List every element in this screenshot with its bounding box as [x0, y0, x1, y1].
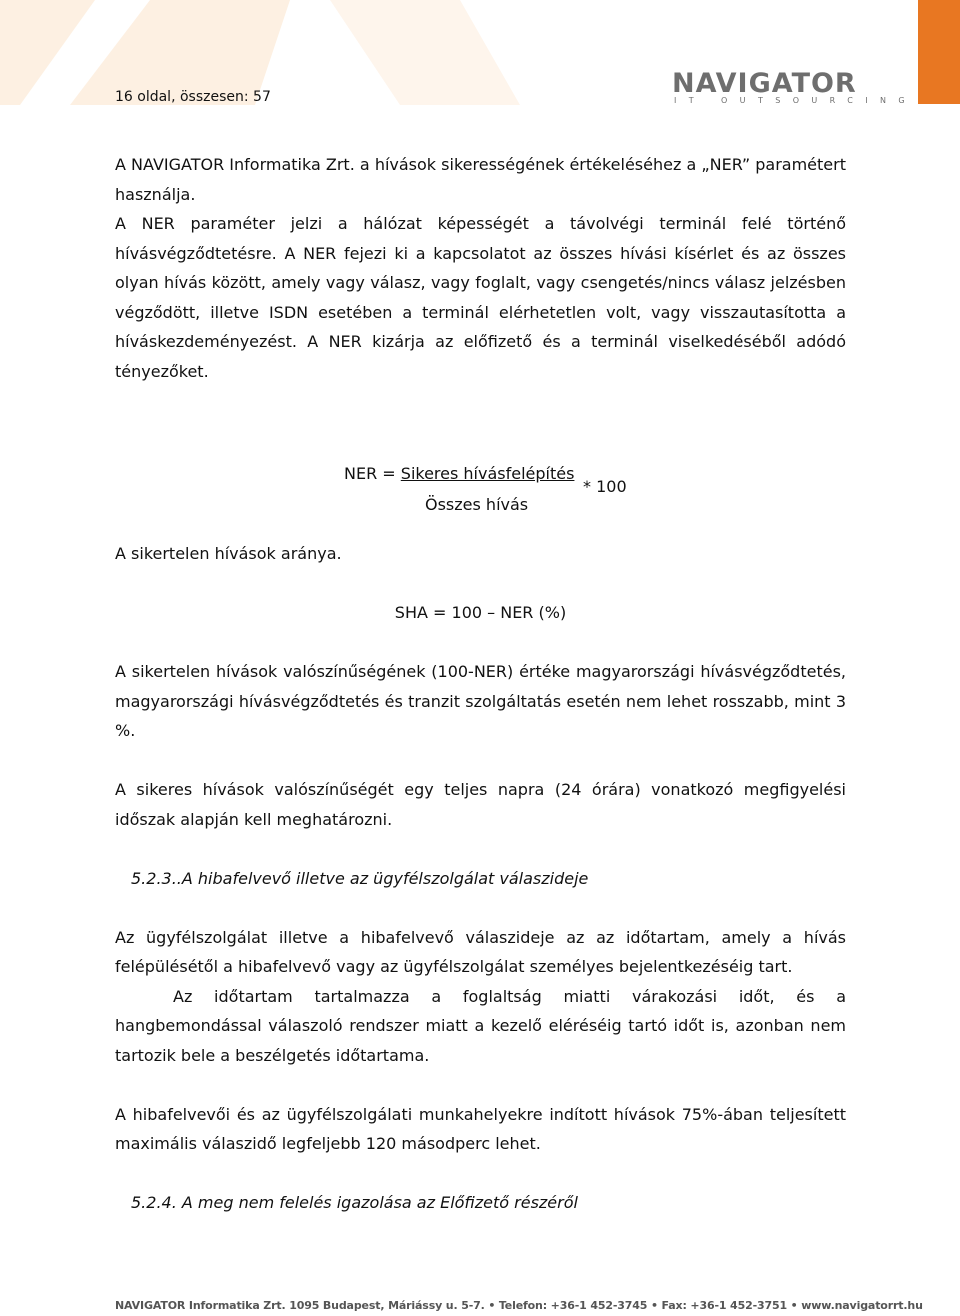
paragraph-response-time: Az ügyfélszolgálat illetve a hibafelvevő válaszideje az az időtartam, amely a hívás felépülésétől a hibafelvevő vagy az ügyfélszolgálat személyes bejelentkezéséig tart.	[115, 927, 846, 976]
logo-wordmark: NAVIGATOR	[672, 68, 857, 99]
paragraph-success-measurement: A sikeres hívások valószínűségét egy teljes napra (24 órára) vonatkozó megfigyelési időszak alapján kell meghatározni.	[115, 780, 846, 829]
formula-denominator: Összes hívás	[425, 495, 529, 514]
logo-tagline: IT OUTSOURCING	[674, 96, 917, 105]
paragraph-intro: A NAVIGATOR Informatika Zrt. a hívások sikerességének értékeléséhez a „NER” paramétert használja.	[115, 155, 846, 204]
paragraph-failed-ratio: A sikertelen hívások aránya.	[115, 544, 342, 563]
section-heading-5-2-3: 5.2.3..A hibafelvevő illetve az ügyfélszolgálat válaszideje	[131, 868, 589, 888]
formula-multiplier: * 100	[583, 477, 627, 496]
paragraph-max-response: A hibafelvevői és az ügyfélszolgálati munkahelyekre indított hívások 75%-ában teljesített maximális válaszidő legfeljebb 120 másodperc lehet.	[115, 1104, 846, 1153]
formula-lhs: NER =	[344, 464, 401, 483]
section-heading-5-2-4: 5.2.4. A meg nem felelés igazolása az Előfizető részéről	[131, 1193, 578, 1212]
formula-numerator: Sikeres hívásfelépítés	[400, 464, 575, 483]
watermark-shape-right	[330, 0, 520, 105]
paragraph-duration-includes: Az időtartam tartalmazza a foglaltság miatti várakozási időt, és a hangbemondással válaszoló rendszer miatt a kezelő eléréséig tartó időt is, azonban nem tartozik bele a beszélgetés időtartama.	[115, 986, 846, 1065]
sha-formula: SHA = 100 – NER (%)	[394, 603, 567, 622]
paragraph-failed-probability: A sikertelen hívások valószínűségének (100-NER) értéke magyarországi hívásvégződtetés, magyarországi hívásvégződtetés és tranzit szolgáltatás esetén nem lehet rosszabb, mint 3 %.	[115, 662, 846, 740]
document-body	[115, 150, 846, 1218]
page-indicator: 16 oldal, összesen: 57	[115, 89, 271, 105]
accent-bar	[918, 0, 960, 104]
footer-contact: NAVIGATOR Informatika Zrt. 1095 Budapest, Máriássy u. 5-7. • Telefon: +36-1 452-3745 • Fax: +36-1 452-3751 • www.navigatorrt.hu	[115, 1299, 923, 1312]
watermark-shape-left	[0, 0, 95, 105]
paragraph-ner-definition: A NER paraméter jelzi a hálózat képességét a távolvégi terminál felé történő hívásvégződtetésre. A NER fejezi ki a kapcsolatot az összes hívási kísérlet és az összes olyan hívás között, amely vagy válasz, vagy foglalt, vagy csengetés/nincs válasz jelzésben végződött, illetve ISDN esetében a terminál elérhetetlen volt, vagy visszautasította a híváskezdeményezést. A NER kizárja az előfizető és a terminál viselkedéséből adódó tényezőket.	[115, 214, 846, 381]
ner-formula	[115, 447, 846, 527]
company-logo	[672, 68, 917, 106]
